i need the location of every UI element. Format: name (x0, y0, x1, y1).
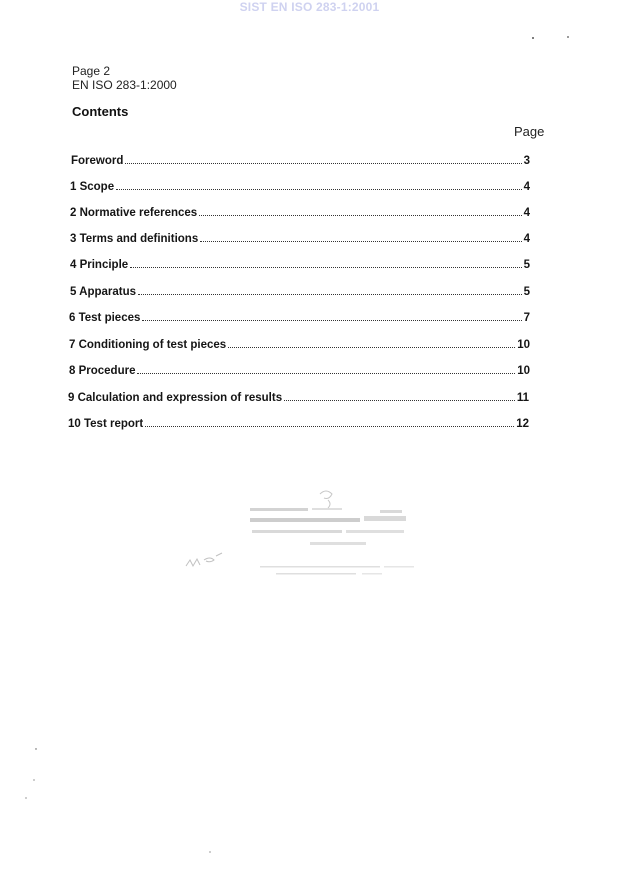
toc-entry-label: 4 Principle (70, 259, 129, 271)
toc-entry-page: 10 (517, 339, 530, 351)
toc-entry-label: 10 Test report (68, 418, 144, 430)
toc-dot-leader (138, 294, 522, 295)
toc-dot-leader (130, 267, 521, 268)
toc-entry-page: 5 (523, 259, 530, 271)
toc-dot-leader (284, 400, 515, 401)
toc-entry-page: 4 (523, 207, 530, 219)
watermark: SIST EN ISO 283-1:2001 (239, 0, 380, 14)
toc-dot-leader (200, 241, 521, 242)
toc-entry-label: 5 Apparatus (70, 286, 137, 298)
toc-entry-conditioning-of-test-pieces[interactable] (69, 339, 530, 355)
toc-entry-label: 9 Calculation and expression of results (68, 392, 283, 404)
contents-heading: Contents (72, 104, 129, 119)
toc-entry-scope[interactable] (70, 181, 530, 197)
toc-entry-page: 12 (516, 418, 529, 430)
toc-entry-page: 7 (523, 312, 530, 324)
toc-entry-foreword[interactable] (71, 155, 530, 171)
toc-entry-label: 2 Normative references (70, 207, 198, 219)
toc-entry-page: 3 (523, 155, 530, 167)
toc-entry-page: 4 (523, 233, 530, 245)
toc-entry-procedure[interactable] (69, 365, 530, 381)
toc-entry-page: 4 (523, 181, 530, 193)
toc-entry-normative-references[interactable] (70, 207, 530, 223)
toc-entry-apparatus[interactable] (70, 286, 530, 302)
toc-entry-test-pieces[interactable] (69, 312, 530, 328)
toc-dot-leader (125, 163, 521, 164)
toc-entry-page: 10 (517, 365, 530, 377)
toc-entry-page: 5 (523, 286, 530, 298)
toc-dot-leader (116, 189, 521, 190)
standard-number-line: EN ISO 283-1:2000 (72, 78, 177, 92)
toc-dot-leader (145, 426, 514, 427)
toc-dot-leader (228, 347, 515, 348)
toc-entry-principle[interactable] (70, 259, 530, 275)
toc-entry-label: Foreword (71, 155, 124, 167)
toc-entry-test-report[interactable] (68, 418, 529, 434)
toc-entry-terms-and-definitions[interactable] (70, 233, 530, 249)
toc-dot-leader (137, 373, 515, 374)
toc-entry-calculation-and-expression-of-results[interactable] (68, 392, 529, 408)
page-number-line: Page 2 (72, 64, 111, 78)
page-column-label: Page (514, 124, 545, 139)
faded-stamp-image (180, 486, 430, 586)
toc-dot-leader (199, 215, 521, 216)
toc-entry-page: 11 (516, 392, 529, 404)
toc-entry-label: 8 Procedure (69, 365, 136, 377)
toc-entry-label: 3 Terms and definitions (70, 233, 199, 245)
toc-entry-label: 1 Scope (70, 181, 115, 193)
toc-dot-leader (142, 320, 521, 321)
toc-entry-label: 7 Conditioning of test pieces (69, 339, 227, 351)
toc-entry-label: 6 Test pieces (69, 312, 141, 324)
